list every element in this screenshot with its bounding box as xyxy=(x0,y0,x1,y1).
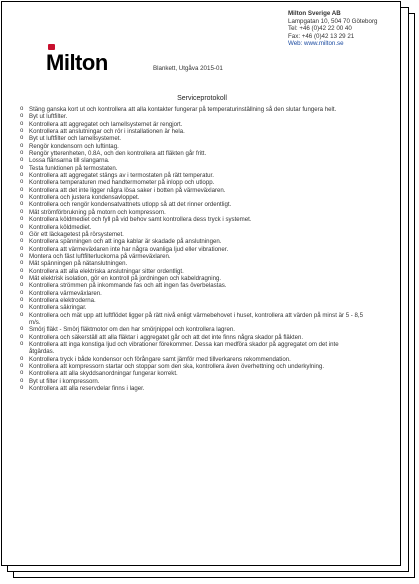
checklist-item: o Kontrollera och säkerställ att alla fläktar i aggregatet går och att det inte finns några skador på fläkten. xyxy=(20,334,365,341)
checklist-item: o Kontrollera värmeväxlaren. xyxy=(20,290,365,297)
checklist-item: o Kontrollera spänningen och att inga kablar är skadade på anslutningen. xyxy=(20,238,365,245)
document-page xyxy=(1,1,401,566)
checklist-item: o Kontrollera att värmeväxlaren inte har några ovanliga ljud eller vibrationer. xyxy=(20,246,365,253)
checklist-item: o Kontrollera att kompressorn startar och stoppar som den ska, kontrollera även överhettning och underkylning. xyxy=(20,363,365,370)
checklist-item: o Gör ett läckagetest på rörsystemet. xyxy=(20,231,365,238)
checklist-item: o Kontrollera att anslutningar och rör i installationen är hela. xyxy=(20,128,365,135)
letterhead-address xyxy=(288,10,377,48)
checklist-item: o Montera och fäst luftfilterluckorna på värmeväxlaren. xyxy=(20,253,365,260)
checklist-item: o Lossa flänsarna till slangarna. xyxy=(20,157,365,164)
checklist-item: o Stäng ganska kort ut och kontrollera att alla kontakter fungerar på temperaturinställning så den slutar fungera helt. xyxy=(20,106,365,113)
checklist-item: o Kontrollera strömmen på inkommande fas och att ingen fas överbelastas. xyxy=(20,282,365,289)
checklist-item: o Byt ut filter i kompressorn. xyxy=(20,378,365,385)
checklist-item: o Kontrollera att alla elektriska anslutningar sitter ordentligt. xyxy=(20,268,365,275)
checklist-item: o Rengör kondensorn och luftintag. xyxy=(20,143,365,150)
phone-number: Tel: +46 (0)42 22 00 40 xyxy=(288,25,352,33)
checklist-item: o Kontrollera att alla skyddsanordningar fungerar korrekt. xyxy=(20,370,365,377)
company-name: Milton Sverige AB xyxy=(288,10,341,17)
company-logo xyxy=(46,42,166,76)
checklist-item: o Kontrollera att inga konstiga ljud och vibrationer förekommer. Dessa kan medföra skador på aggregatet om det inte åtgärdas. xyxy=(20,341,365,356)
checklist-item: o Kontrollera säkringar. xyxy=(20,304,365,311)
checklist-item: o Kontrollera elektroderna. xyxy=(20,297,365,304)
checklist-item: o Rengör ytterenheten, 0.8A, och den kontrollera att fläkten går fritt. xyxy=(20,150,365,157)
checklist-item: o Testa funktionen på termostaten. xyxy=(20,165,365,172)
checklist-item: o Kontrollera att aggregatet stängs av i termostaten på rätt temperatur. xyxy=(20,172,365,179)
checklist-item: o Kontrollera och rengör kondensatvattnets utlopp så att det rinner ordentligt. xyxy=(20,201,365,208)
checklist-item: o Kontrollera köldmediet och fyll på vid behov samt kontrollera dess tryck i systemet. xyxy=(20,216,365,223)
checklist-item: o Kontrollera att det inte ligger några lösa saker i botten på värmeväxlaren. xyxy=(20,187,365,194)
checklist-item: o Kontrollera att alla reservdelar finns i lager. xyxy=(20,385,365,392)
logo-wordmark: Milton xyxy=(46,50,108,75)
page-title: Serviceprotokoll xyxy=(177,95,227,102)
checklist-item: o Kontrollera och mät upp att luftflödet ligger på rätt nivå enligt värmebehovet i huset, kontrollera att värden på minst är 5 - 8,5 m/s. xyxy=(20,312,365,327)
checklist-item: o Mät strömförbrukning på motorn och kompressorn. xyxy=(20,209,365,216)
checklist-item: o Kontrollera köldmediet. xyxy=(20,224,365,231)
checklist-item: o Kontrollera och justera kondensavloppet. xyxy=(20,194,365,201)
street-address: Lampgatan 10, 504 70 Göteborg xyxy=(288,17,378,25)
checklist-item: o Kontrollera att aggregatet och lamellsystemet är rengjort. xyxy=(20,121,365,128)
fax-number: Fax: +46 (0)42 13 29 21 xyxy=(288,32,355,40)
website-link[interactable]: Web: www.milton.se xyxy=(288,40,344,48)
checklist-item: o Byt ut luftfilter. xyxy=(20,113,365,120)
checklist-item: o Kontrollera temperaturen med handtermometer på inlopp och utlopp. xyxy=(20,179,365,186)
checklist-item: o Mät spänningen på nätanslutningen. xyxy=(20,260,365,267)
checklist-item: o Kontrollera tryck i både kondensor och förångare samt jämför med tillverkarens rekommendation. xyxy=(20,356,365,363)
checklist-item: o Smörj fläkt - Smörj fläktmotor om den har smörjnippel och kontrollera lagren. xyxy=(20,326,365,333)
checklist-item: o Byt ut luftfilter och lamellsystemet. xyxy=(20,135,365,142)
checklist-item: o Mät elektrisk isolation, gör en kontroll på jordningen och kabeldragning. xyxy=(20,275,365,282)
document-reference: Blankett, Utgåva 2015-01 xyxy=(153,65,223,72)
checklist xyxy=(20,106,365,392)
